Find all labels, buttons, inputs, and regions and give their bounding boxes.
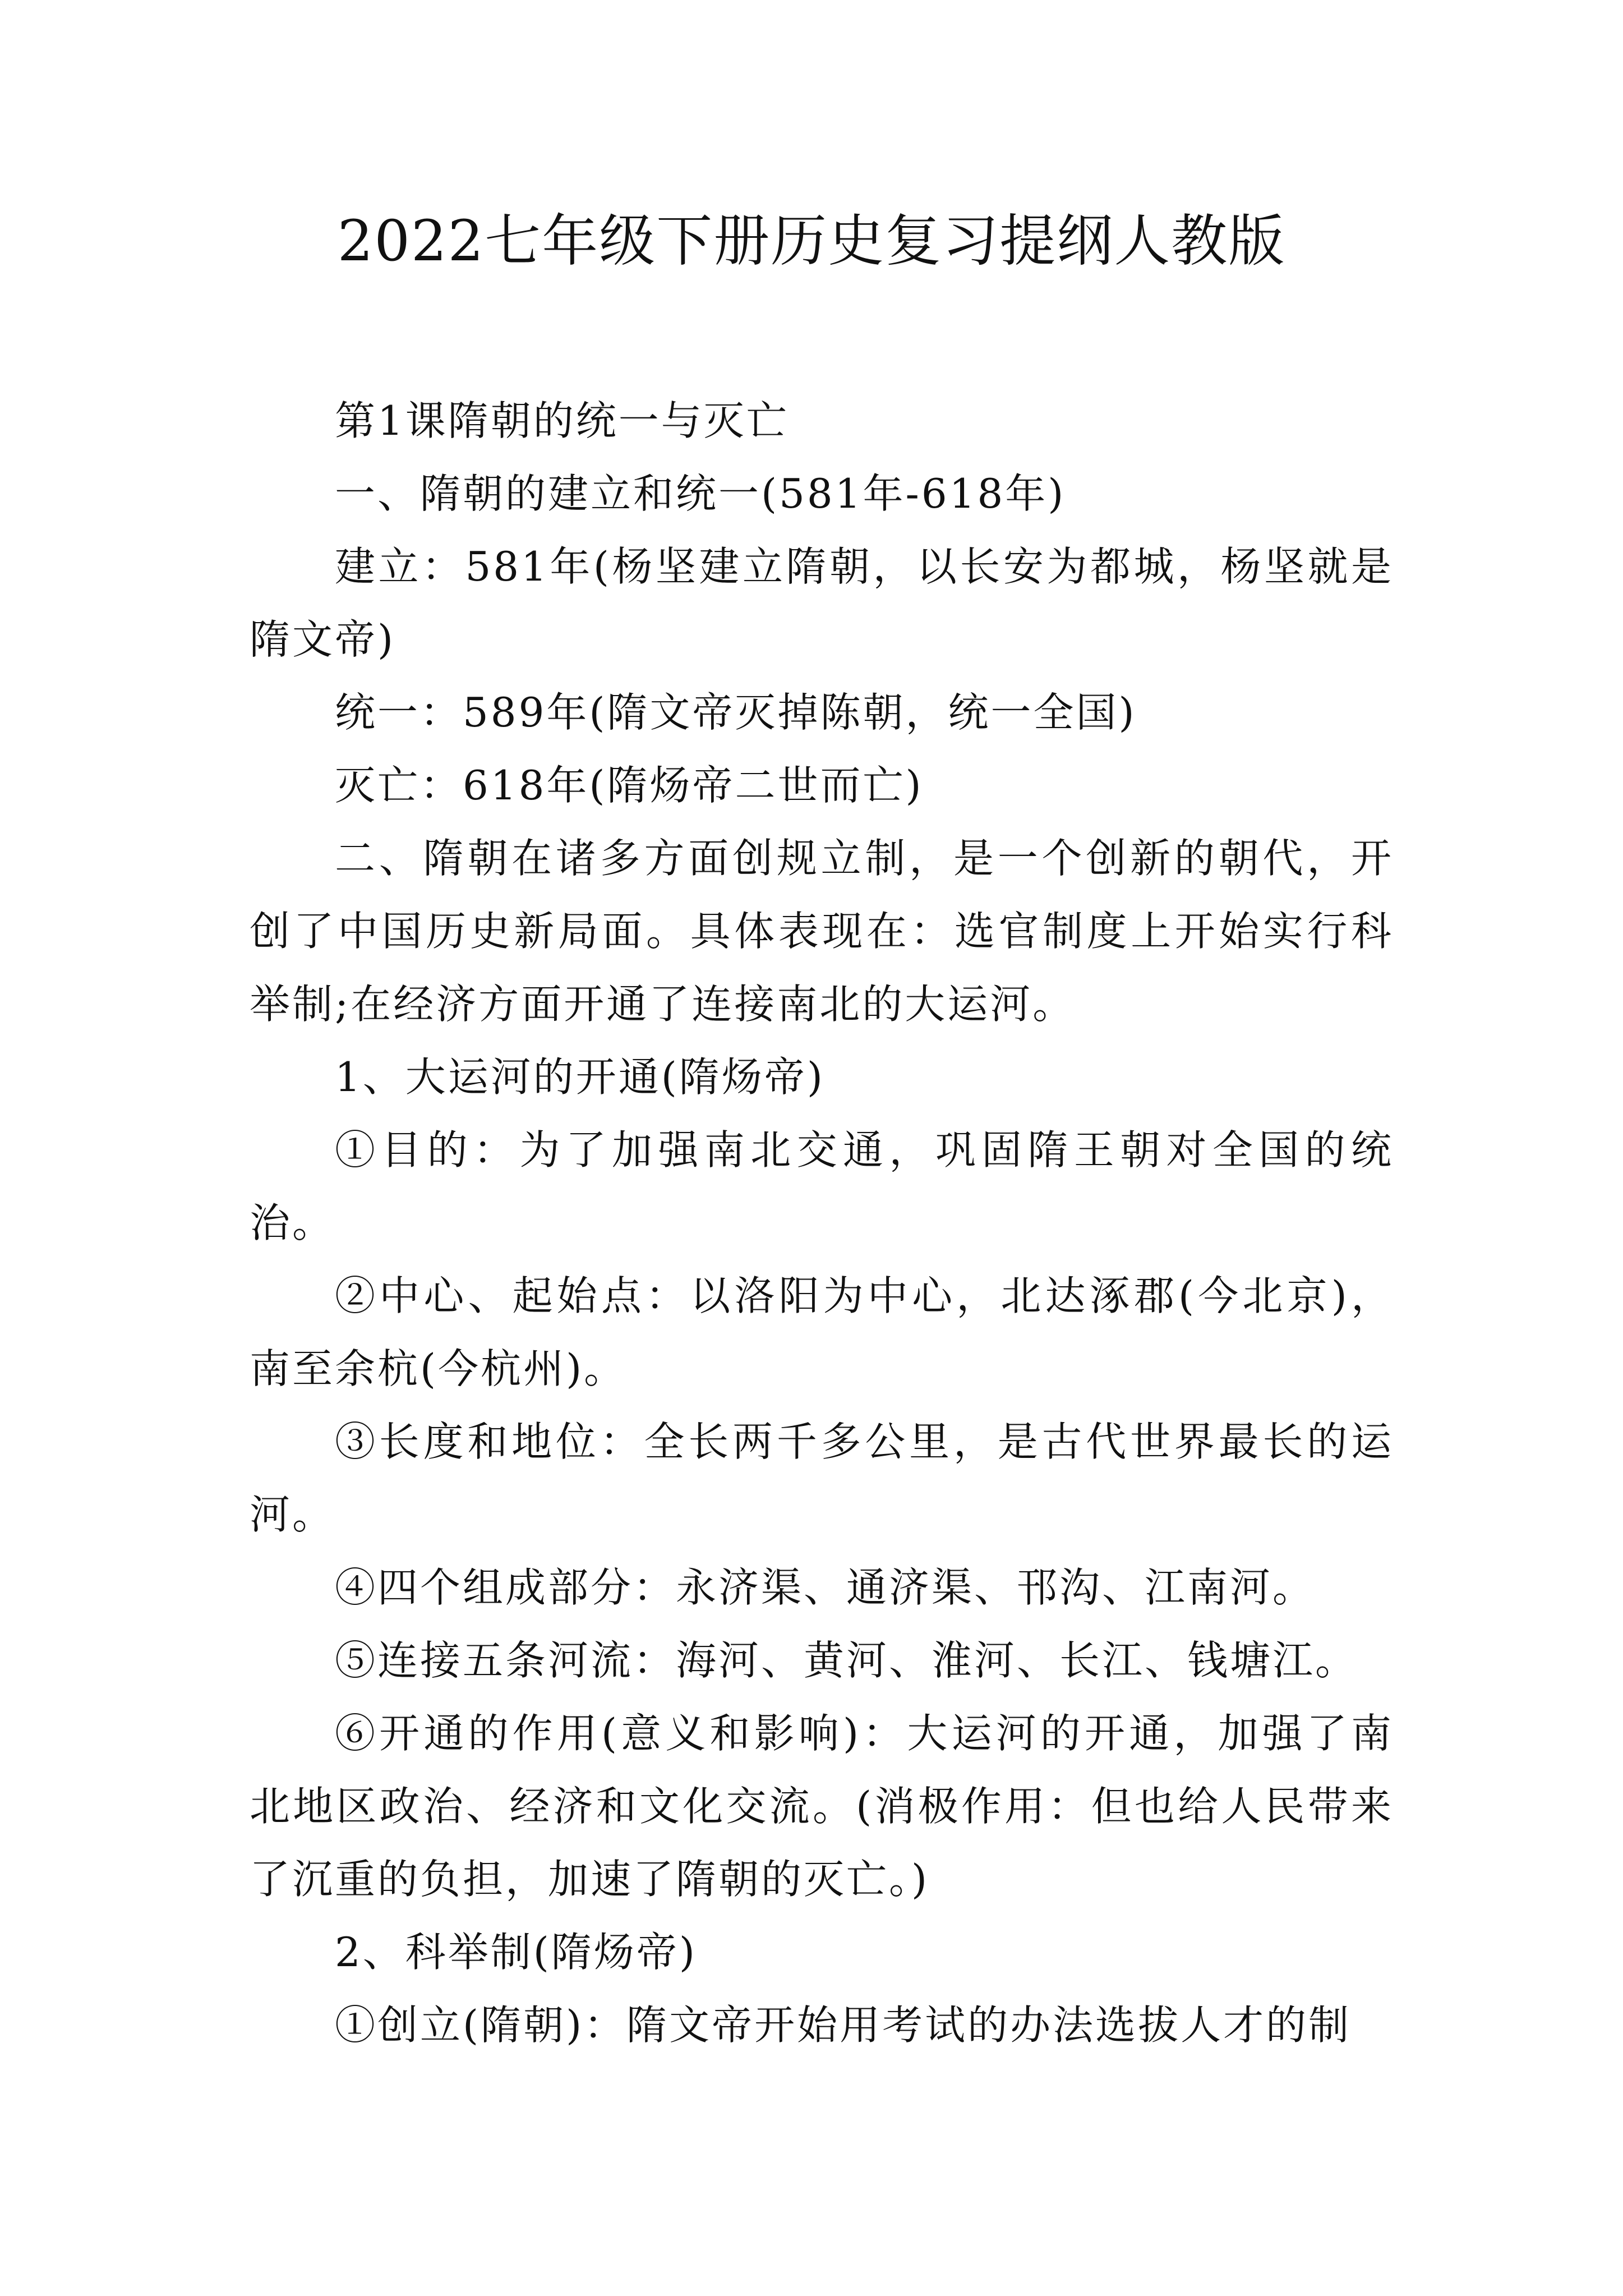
exam-creation: ①创立(隋朝)：隋文帝开始用考试的办法选拔人才的制: [335, 2001, 1352, 2049]
canal-length: ③长度和地位：全长两千多公里，是古代世界最长的运河。: [250, 1418, 1394, 1538]
canal-components: ④四个组成部分：永济渠、通济渠、邗沟、江南河。: [335, 1564, 1316, 1611]
lesson-heading: 第1课隋朝的统一与灭亡: [335, 397, 789, 444]
document-body: [250, 384, 1394, 2062]
section-heading-establishment: 一、隋朝的建立和统一(581年-618年): [335, 470, 1066, 517]
canal-rivers: ⑤连接五条河流：海河、黄河、淮河、长江、钱塘江。: [335, 1637, 1358, 1684]
subheading-imperial-exam: 2、科举制(隋炀帝): [335, 1929, 697, 1976]
canal-significance: ⑥开通的作用(意义和影响)：大运河的开通，加强了南北地区政治、经济和文化交流。(消极作用：但也给人民带来了沉重的负担，加速了隋朝的灭亡。): [250, 1710, 1394, 1903]
subheading-grand-canal: 1、大运河的开通(隋炀帝): [335, 1053, 825, 1101]
section-heading-innovation: 二、隋朝在诸多方面创规立制，是一个创新的朝代，开创了中国历史新局面。具体表现在：选官制度上开始实行科举制;在经济方面开通了连接南北的大运河。: [250, 835, 1394, 1028]
paragraph-fall: 灭亡：618年(隋炀帝二世而亡): [335, 762, 924, 809]
canal-purpose: ①目的：为了加强南北交通，巩固隋王朝对全国的统治。: [250, 1126, 1394, 1246]
paragraph-unification: 统一：589年(隋文帝灭掉陈朝，统一全国): [335, 689, 1137, 736]
document-title: 2022七年级下册历史复习提纲人教版: [337, 208, 1286, 274]
canal-center: ②中心、起始点：以洛阳为中心，北达涿郡(今北京)，南至余杭(今杭州)。: [250, 1272, 1394, 1392]
paragraph-establishment: 建立：581年(杨坚建立隋朝，以长安为都城，杨坚就是隋文帝): [250, 543, 1394, 663]
